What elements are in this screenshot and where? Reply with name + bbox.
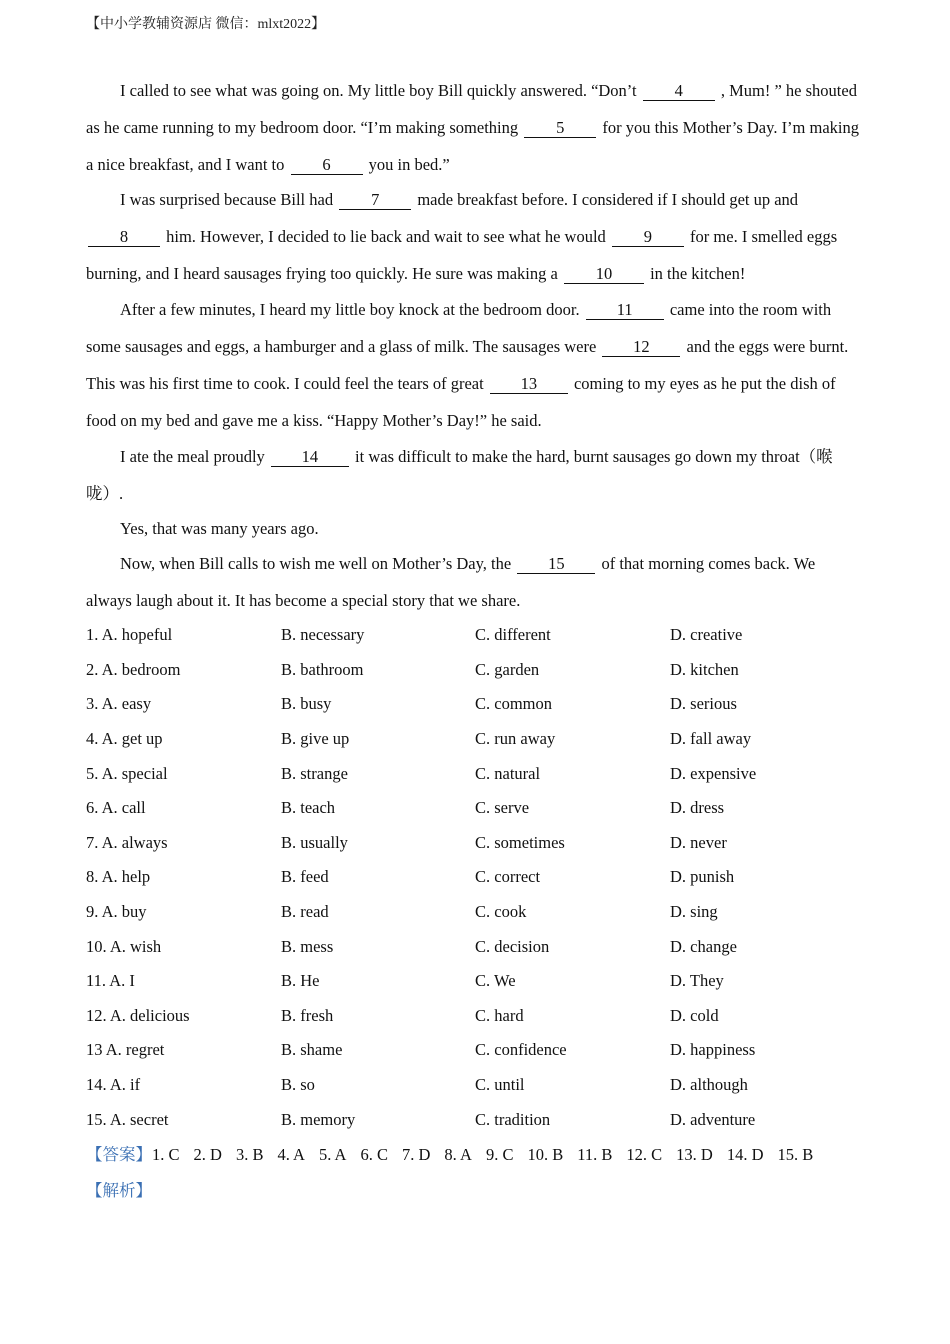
passage-text: came into the room with some sausages and eggs, a hamburger and a glass of milk. The sausages were: [86, 300, 832, 356]
passage-paragraph-6: [86, 545, 864, 619]
answer-line: [86, 1141, 827, 1165]
option-c: C. different: [475, 625, 551, 645]
option-b: B. feed: [281, 867, 329, 887]
option-row-15: [86, 1102, 886, 1137]
option-row-4: [86, 722, 886, 757]
option-a: 7. A. always: [86, 832, 168, 852]
option-c: C. run away: [475, 729, 556, 749]
option-c: C. We: [475, 971, 516, 991]
option-a: 2. A. bedroom: [86, 659, 181, 679]
option-b: B. bathroom: [281, 659, 364, 679]
option-d: D. kitchen: [670, 659, 739, 679]
option-a: 13 A. regret: [86, 1040, 165, 1060]
answer-item: 3. B: [235, 1145, 264, 1164]
analysis-label: 【解析】: [86, 1181, 152, 1200]
blank-14: 14: [271, 448, 349, 467]
option-b: B. usually: [281, 832, 348, 852]
option-a: 3. A. easy: [86, 694, 152, 714]
option-b: B. necessary: [281, 625, 365, 645]
option-b: B. give up: [281, 729, 350, 749]
answer-item: 6. C: [360, 1145, 388, 1164]
passage-paragraph-4: [86, 438, 864, 512]
answer-item: 2. D: [193, 1145, 222, 1164]
passage-text: for me. I smelled eggs burning, and I heard sausages frying too quickly. He sure was making a: [86, 227, 838, 283]
passage-text: you in bed.”: [364, 155, 450, 174]
page-header: 【中小学教辅资源店 微信：mlxt2022】: [86, 17, 326, 32]
option-b: B. shame: [281, 1040, 343, 1060]
option-c: C. natural: [475, 763, 541, 783]
answer-item: 15. B: [777, 1145, 814, 1164]
blank-10: 10: [564, 265, 644, 284]
option-row-1: [86, 618, 886, 653]
passage-text: and the eggs were burnt. This was his first time to cook. I could feel the tears of great: [86, 337, 849, 393]
option-d: D. fall away: [670, 729, 752, 749]
passage-paragraph-5: [86, 510, 864, 547]
answer-item: 10. B: [527, 1145, 564, 1164]
option-row-12: [86, 999, 886, 1034]
option-d: D. serious: [670, 694, 737, 714]
answer-item: 9. C: [485, 1145, 514, 1164]
blank-5: 5: [524, 119, 596, 138]
passage-text: in the kitchen!: [645, 264, 746, 283]
option-c: C. decision: [475, 936, 550, 956]
passage-paragraph-2: [86, 181, 864, 292]
option-c: C. common: [475, 694, 552, 714]
passage-paragraph-1: [86, 72, 864, 183]
option-a: 8. A. help: [86, 867, 151, 887]
option-a: 10. A. wish: [86, 936, 162, 956]
passage-text: After a few minutes, I heard my little boy knock at the bedroom door.: [120, 300, 584, 319]
option-b: B. memory: [281, 1109, 356, 1129]
option-row-7: [86, 826, 886, 861]
answer-item: 1. C: [152, 1145, 180, 1164]
option-b: B. teach: [281, 798, 336, 818]
option-b: B. strange: [281, 763, 348, 783]
passage-text: Yes, that was many years ago.: [120, 519, 319, 538]
option-a: 9. A. buy: [86, 902, 147, 922]
passage-text: made breakfast before. I considered if I should get up and: [413, 190, 799, 209]
option-row-9: [86, 895, 886, 930]
answer-label: 【答案】: [86, 1145, 152, 1164]
option-row-10: [86, 929, 886, 964]
passage-text: for you this Mother’s Day. I’m making a nice breakfast, and I want to: [86, 118, 860, 174]
answer-item: 12. C: [626, 1145, 663, 1164]
blank-9: 9: [612, 228, 684, 247]
blank-6: 6: [291, 156, 363, 175]
option-d: D. cold: [670, 1005, 719, 1025]
option-c: C. sometimes: [475, 832, 565, 852]
option-row-3: [86, 687, 886, 722]
option-d: D. punish: [670, 867, 735, 887]
answer-item: 7. D: [402, 1145, 431, 1164]
passage-text: him. However, I decided to lie back and wait to see what he would: [162, 227, 610, 246]
blank-8: 8: [88, 228, 160, 247]
passage-text: it was difficult to make the hard, burnt sausages go down my throat（喉咙）.: [86, 447, 833, 503]
option-c: C. confidence: [475, 1040, 567, 1060]
option-a: 12. A. delicious: [86, 1005, 190, 1025]
option-c: C. serve: [475, 798, 530, 818]
option-a: 5. A. special: [86, 763, 168, 783]
answer-item: 13. D: [676, 1145, 713, 1164]
option-c: C. correct: [475, 867, 541, 887]
passage-text: , Mum! ” he shouted as he came running to my bedroom door. “I’m making something: [86, 81, 857, 137]
option-a: 4. A. get up: [86, 729, 163, 749]
options-list: [86, 618, 886, 1137]
blank-15: 15: [517, 555, 595, 574]
answer-item: 8. A: [444, 1145, 472, 1164]
blank-4: 4: [643, 82, 715, 101]
option-b: B. so: [281, 1075, 315, 1095]
option-row-5: [86, 756, 886, 791]
blank-11: 11: [586, 301, 664, 320]
option-a: 15. A. secret: [86, 1109, 169, 1129]
option-a: 6. A. call: [86, 798, 146, 818]
passage-text: Now, when Bill calls to wish me well on Mother’s Day, the: [120, 554, 516, 573]
option-a: 11. A. I: [86, 971, 135, 991]
option-d: D. creative: [670, 625, 743, 645]
blank-13: 13: [490, 375, 568, 394]
blank-12: 12: [602, 338, 680, 357]
blank-7: 7: [339, 191, 411, 210]
answer-item: 11. B: [577, 1145, 613, 1164]
answer-item: 14. D: [726, 1145, 764, 1164]
passage-text: coming to my eyes as he put the dish of food on my bed and gave me a kiss. “Happy Mother’s Day!” he said.: [86, 374, 836, 430]
option-row-6: [86, 791, 886, 826]
option-row-2: [86, 653, 886, 688]
passage-paragraph-3: [86, 291, 864, 439]
option-c: C. tradition: [475, 1109, 551, 1129]
passage-text: I called to see what was going on. My little boy Bill quickly answered. “Don’t: [120, 81, 641, 100]
option-a: 14. A. if: [86, 1075, 141, 1095]
option-b: B. read: [281, 902, 329, 922]
passage-text: I ate the meal proudly: [120, 447, 269, 466]
option-d: D. dress: [670, 798, 725, 818]
answer-item: 4. A: [277, 1145, 305, 1164]
option-c: C. until: [475, 1075, 525, 1095]
option-d: D. They: [670, 971, 724, 991]
option-d: D. expensive: [670, 763, 757, 783]
passage-text: I was surprised because Bill had: [120, 190, 338, 209]
option-row-11: [86, 964, 886, 999]
option-c: C. cook: [475, 902, 527, 922]
option-b: B. He: [281, 971, 320, 991]
option-d: D. change: [670, 936, 737, 956]
option-b: B. fresh: [281, 1005, 334, 1025]
option-c: C. hard: [475, 1005, 524, 1025]
option-row-8: [86, 860, 886, 895]
passage-text: of that morning comes back. We always laugh about it. It has become a special story that we share.: [86, 554, 816, 610]
option-row-14: [86, 1068, 886, 1103]
option-b: B. busy: [281, 694, 332, 714]
option-row-13: [86, 1033, 886, 1068]
answer-item: 5. A: [318, 1145, 347, 1164]
option-b: B. mess: [281, 936, 334, 956]
option-d: D. never: [670, 832, 727, 852]
option-c: C. garden: [475, 659, 540, 679]
option-d: D. sing: [670, 902, 718, 922]
option-a: 1. A. hopeful: [86, 625, 173, 645]
option-d: D. happiness: [670, 1040, 756, 1060]
option-d: D. although: [670, 1075, 748, 1095]
option-d: D. adventure: [670, 1109, 756, 1129]
